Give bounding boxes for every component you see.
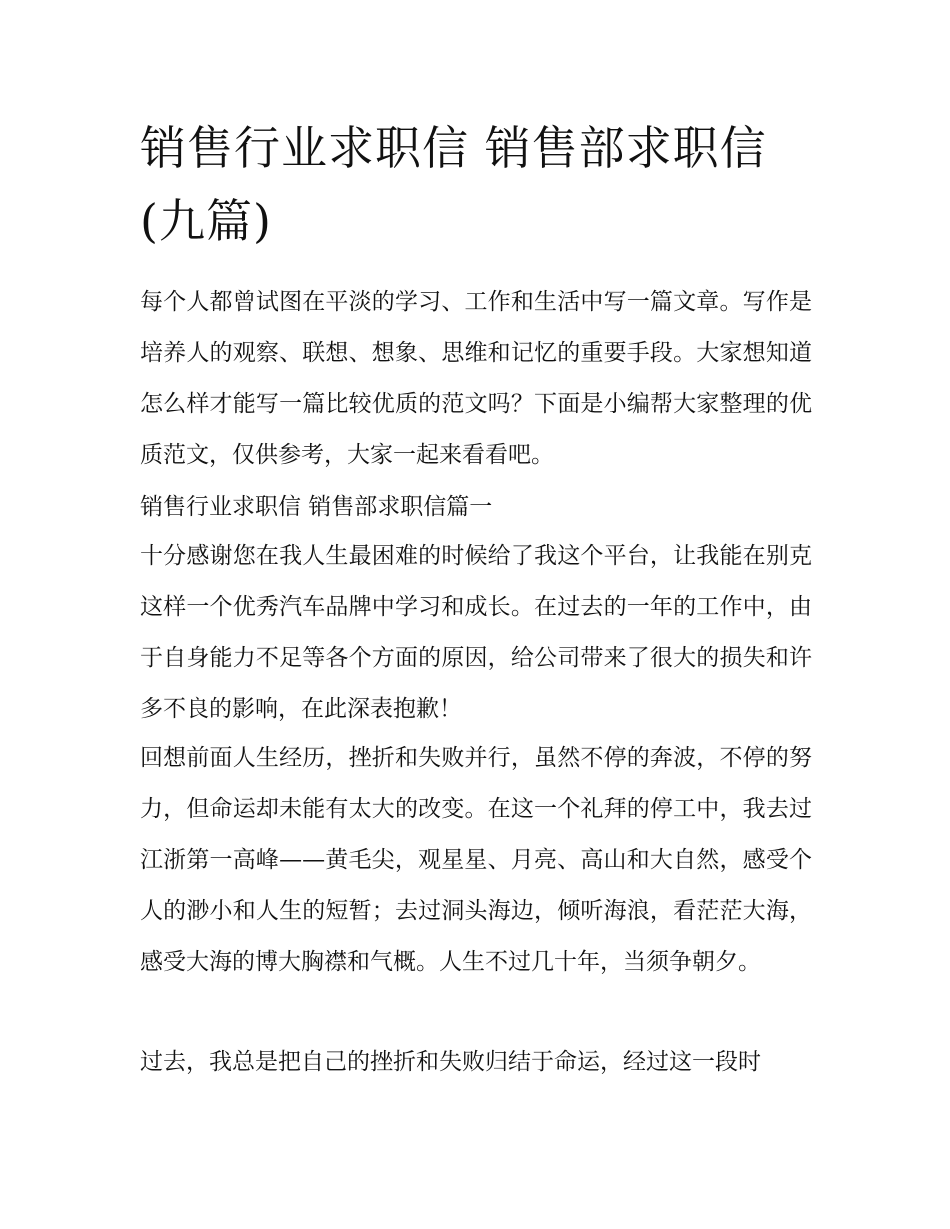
section-heading: 销售行业求职信 销售部求职信篇一 [140,494,493,520]
document-title: 销售行业求职信 销售部求职信(九篇) [140,121,767,248]
body-paragraph-1: 十分感谢您在我人生最困难的时候给了我这个平台，让我能在别克这样一个优秀汽车品牌中学习和成长。在过去的一年的工作中，由于自身能力不足等各个方面的原因，给公司带来了很大的损失和许多不良的影响，在此深表抱歉！ [140,543,812,722]
body-paragraph-3: 过去，我总是把自己的挫折和失败归结于命运，经过这一段时 [140,1049,761,1075]
body-paragraph-2: 回想前面人生经历，挫折和失败并行，虽然不停的奔波，不停的努力，但命运却未能有太大的改变。在这一个礼拜的停工中，我去过江浙第一高峰——黄毛尖，观星星、月亮、高山和大自然，感受个人的渺小和人生的短暂；去过洞头海边，倾听海浪，看茫茫大海，感受大海的博大胸襟和气概。人生不过几十年，当须争朝夕。 [140,745,812,975]
intro-paragraph: 每个人都曾试图在平淡的学习、工作和生活中写一篇文章。写作是培养人的观察、联想、想象、思维和记忆的重要手段。大家想知道怎么样才能写一篇比较优质的范文吗？下面是小编帮大家整理的优质范文，仅供参考，大家一起来看看吧。 [140,289,812,468]
